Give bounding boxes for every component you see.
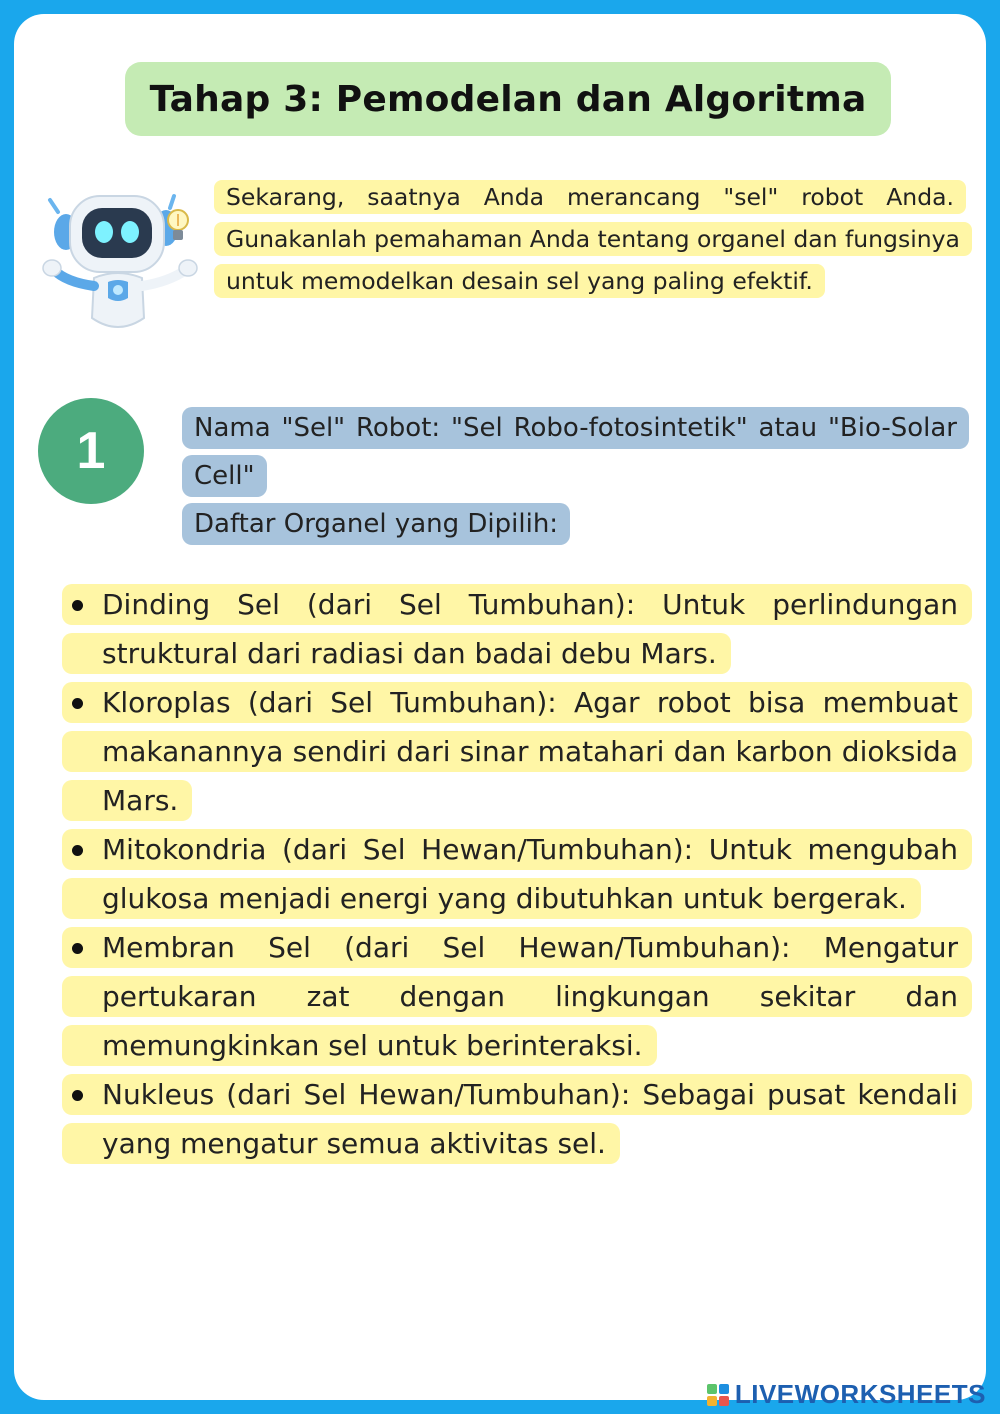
list-item: Kloroplas (dari Sel Tumbuhan): Agar robot bisa membuat makanannya sendiri dari sinar matahari dan karbon dioksida Mars.: [62, 678, 972, 825]
title-banner: [125, 62, 891, 136]
step-number-badge: 1: [38, 398, 144, 504]
bullet-icon: [72, 943, 83, 954]
list-item: Mitokondria (dari Sel Hewan/Tumbuhan): Untuk mengubah glukosa menjadi energi yang dibutuhkan untuk bergerak.: [62, 825, 972, 923]
intro-paragraph: [214, 176, 966, 302]
robot-cell-info: [182, 404, 969, 548]
list-item: Membran Sel (dari Sel Hewan/Tumbuhan): Mengatur pertukaran zat dengan lingkungan sekitar dan memungkinkan sel untuk berinteraksi.: [62, 923, 972, 1070]
list-item: Dinding Sel (dari Sel Tumbuhan): Untuk perlindungan struktural dari radiasi dan badai debu Mars.: [62, 580, 972, 678]
liveworksheets-logo-icon: [707, 1384, 729, 1406]
robot-cell-name: Nama "Sel" Robot: "Sel Robo-fotosintetik" atau "Bio-Solar Cell": [182, 407, 969, 497]
bullet-icon: [72, 698, 83, 709]
bullet-icon: [72, 600, 83, 611]
page-title: Tahap 3: Pemodelan dan Algoritma: [149, 78, 867, 120]
bullet-icon: [72, 1090, 83, 1101]
robot-icon: [36, 178, 202, 340]
organelle-list: [62, 580, 972, 1168]
worksheet-page: [14, 14, 986, 1400]
list-item: Nukleus (dari Sel Hewan/Tumbuhan): Sebagai pusat kendali yang mengatur semua aktivitas sel.: [62, 1070, 972, 1168]
bullet-icon: [72, 845, 83, 856]
organelle-list-heading: Daftar Organel yang Dipilih:: [182, 503, 570, 545]
liveworksheets-logo: [707, 1379, 986, 1410]
footer-brand: LIVEWORKSHEETS: [734, 1379, 986, 1409]
intro-text: Sekarang, saatnya Anda merancang "sel" robot Anda. Gunakanlah pemahaman Anda tentang organel dan fungsinya untuk memodelkan desain sel yang paling efektif.: [214, 180, 972, 298]
